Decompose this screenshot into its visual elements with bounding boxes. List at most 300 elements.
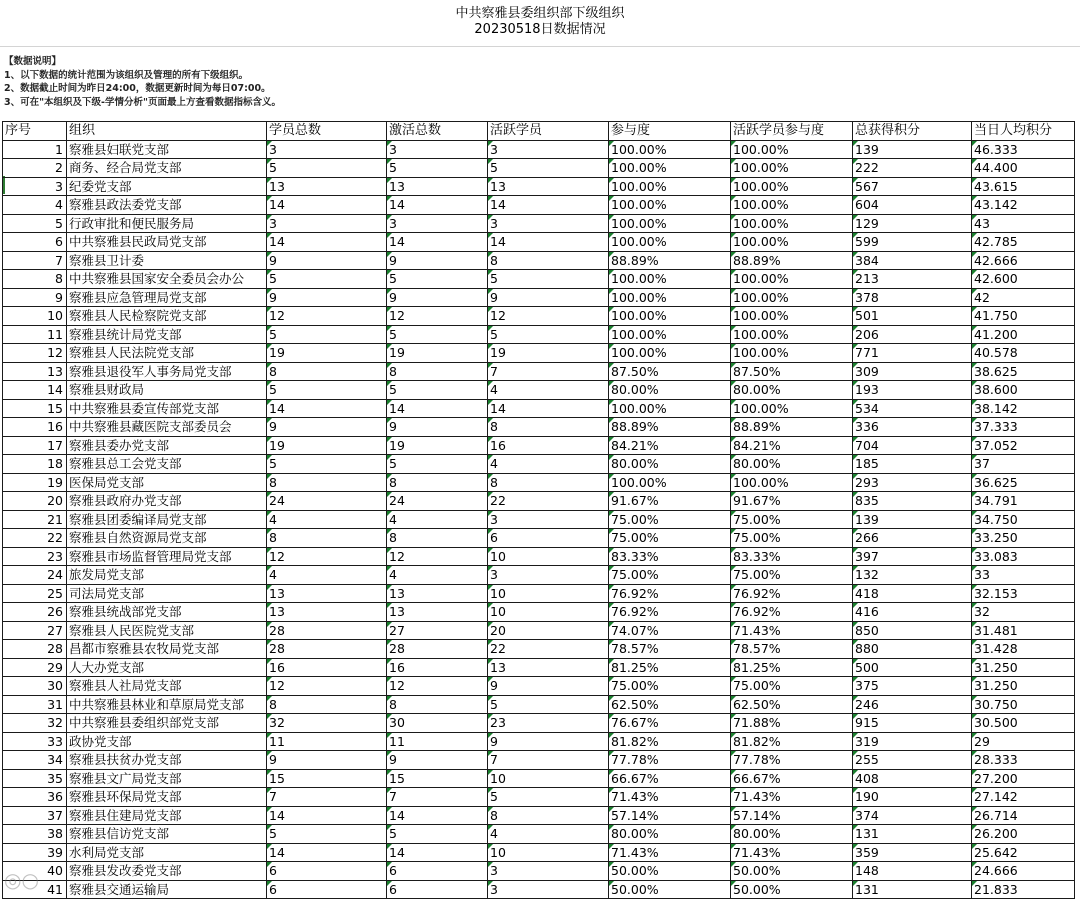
cell-organization[interactable]: 察雅县文广局党支部 xyxy=(67,769,267,788)
cell-organization[interactable]: 察雅县人民法院党支部 xyxy=(67,344,267,363)
cell-total-members[interactable]: 11 xyxy=(267,732,387,751)
cell-organization[interactable]: 医保局党支部 xyxy=(67,473,267,492)
cell-organization[interactable]: 昌都市察雅县农牧局党支部 xyxy=(67,640,267,659)
cell-active-members[interactable]: 4 xyxy=(488,825,609,844)
cell-total-points[interactable]: 132 xyxy=(853,566,972,585)
cell-total-points[interactable]: 255 xyxy=(853,751,972,770)
cell-organization[interactable]: 察雅县交通运输局 xyxy=(67,880,267,899)
cell-index[interactable]: 24 xyxy=(3,566,67,585)
cell-total-points[interactable]: 835 xyxy=(853,492,972,511)
cell-total-points[interactable]: 501 xyxy=(853,307,972,326)
cell-activated[interactable]: 14 xyxy=(387,843,488,862)
cell-total-points[interactable]: 704 xyxy=(853,436,972,455)
cell-total-points[interactable]: 599 xyxy=(853,233,972,252)
cell-organization[interactable]: 察雅县妇联党支部 xyxy=(67,140,267,159)
cell-activated[interactable]: 4 xyxy=(387,566,488,585)
cell-daily-avg-points[interactable]: 37.052 xyxy=(972,436,1075,455)
cell-active-participation[interactable]: 91.67% xyxy=(731,492,853,511)
cell-participation[interactable]: 100.00% xyxy=(609,288,731,307)
cell-index[interactable]: 29 xyxy=(3,658,67,677)
cell-total-members[interactable]: 14 xyxy=(267,399,387,418)
cell-index[interactable]: 40 xyxy=(3,862,67,881)
cell-active-participation[interactable]: 87.50% xyxy=(731,362,853,381)
cell-activated[interactable]: 19 xyxy=(387,436,488,455)
cell-total-points[interactable]: 408 xyxy=(853,769,972,788)
cell-activated[interactable]: 12 xyxy=(387,677,488,696)
cell-index[interactable]: 21 xyxy=(3,510,67,529)
cell-activated[interactable]: 14 xyxy=(387,806,488,825)
cell-total-members[interactable]: 19 xyxy=(267,436,387,455)
cell-participation[interactable]: 87.50% xyxy=(609,362,731,381)
cell-active-members[interactable]: 14 xyxy=(488,399,609,418)
cell-active-participation[interactable]: 100.00% xyxy=(731,214,853,233)
cell-participation[interactable]: 80.00% xyxy=(609,381,731,400)
cell-total-points[interactable]: 500 xyxy=(853,658,972,677)
cell-total-members[interactable]: 9 xyxy=(267,751,387,770)
cell-active-members[interactable]: 7 xyxy=(488,362,609,381)
cell-organization[interactable]: 察雅县信访党支部 xyxy=(67,825,267,844)
cell-activated[interactable]: 11 xyxy=(387,732,488,751)
cell-index[interactable]: 13 xyxy=(3,362,67,381)
cell-activated[interactable]: 6 xyxy=(387,862,488,881)
cell-active-members[interactable]: 14 xyxy=(488,233,609,252)
cell-participation[interactable]: 81.82% xyxy=(609,732,731,751)
cell-total-points[interactable]: 771 xyxy=(853,344,972,363)
cell-daily-avg-points[interactable]: 43 xyxy=(972,214,1075,233)
cell-total-members[interactable]: 8 xyxy=(267,362,387,381)
cell-active-participation[interactable]: 57.14% xyxy=(731,806,853,825)
cell-active-members[interactable]: 8 xyxy=(488,473,609,492)
cell-total-points[interactable]: 309 xyxy=(853,362,972,381)
cell-activated[interactable]: 3 xyxy=(387,214,488,233)
cell-daily-avg-points[interactable]: 42.785 xyxy=(972,233,1075,252)
cell-organization[interactable]: 商务、经合局党支部 xyxy=(67,159,267,178)
cell-total-members[interactable]: 5 xyxy=(267,381,387,400)
cell-participation[interactable]: 91.67% xyxy=(609,492,731,511)
cell-index[interactable]: 36 xyxy=(3,788,67,807)
cell-participation[interactable]: 100.00% xyxy=(609,325,731,344)
cell-total-members[interactable]: 13 xyxy=(267,603,387,622)
cell-organization[interactable]: 中共察雅县藏医院支部委员会 xyxy=(67,418,267,437)
cell-participation[interactable]: 66.67% xyxy=(609,769,731,788)
cell-daily-avg-points[interactable]: 38.625 xyxy=(972,362,1075,381)
cell-daily-avg-points[interactable]: 42.666 xyxy=(972,251,1075,270)
cell-daily-avg-points[interactable]: 44.400 xyxy=(972,159,1075,178)
cell-total-members[interactable]: 5 xyxy=(267,159,387,178)
cell-daily-avg-points[interactable]: 42 xyxy=(972,288,1075,307)
cell-index[interactable]: 20 xyxy=(3,492,67,511)
cell-active-members[interactable]: 9 xyxy=(488,677,609,696)
cell-participation[interactable]: 50.00% xyxy=(609,862,731,881)
cell-organization[interactable]: 中共察雅县委宣传部党支部 xyxy=(67,399,267,418)
cell-index[interactable]: 12 xyxy=(3,344,67,363)
cell-daily-avg-points[interactable]: 34.791 xyxy=(972,492,1075,511)
cell-participation[interactable]: 78.57% xyxy=(609,640,731,659)
cell-organization[interactable]: 察雅县应急管理局党支部 xyxy=(67,288,267,307)
cell-participation[interactable]: 83.33% xyxy=(609,547,731,566)
cell-activated[interactable]: 13 xyxy=(387,177,488,196)
cell-active-members[interactable]: 22 xyxy=(488,492,609,511)
cell-total-points[interactable]: 416 xyxy=(853,603,972,622)
cell-daily-avg-points[interactable]: 42.600 xyxy=(972,270,1075,289)
cell-active-members[interactable]: 22 xyxy=(488,640,609,659)
cell-participation[interactable]: 75.00% xyxy=(609,510,731,529)
cell-total-members[interactable]: 4 xyxy=(267,566,387,585)
cell-daily-avg-points[interactable]: 33.083 xyxy=(972,547,1075,566)
cell-activated[interactable]: 12 xyxy=(387,547,488,566)
cell-total-members[interactable]: 15 xyxy=(267,769,387,788)
cell-active-members[interactable]: 8 xyxy=(488,251,609,270)
cell-index[interactable]: 31 xyxy=(3,695,67,714)
cell-active-members[interactable]: 3 xyxy=(488,566,609,585)
cell-total-members[interactable]: 32 xyxy=(267,714,387,733)
cell-active-participation[interactable]: 100.00% xyxy=(731,177,853,196)
cell-daily-avg-points[interactable]: 27.200 xyxy=(972,769,1075,788)
cell-active-members[interactable]: 13 xyxy=(488,658,609,677)
cell-index[interactable]: 33 xyxy=(3,732,67,751)
cell-total-members[interactable]: 24 xyxy=(267,492,387,511)
header-total-members[interactable]: 学员总数 xyxy=(267,122,387,141)
cell-active-participation[interactable]: 75.00% xyxy=(731,529,853,548)
cell-active-participation[interactable]: 80.00% xyxy=(731,381,853,400)
cell-active-members[interactable]: 9 xyxy=(488,732,609,751)
cell-daily-avg-points[interactable]: 31.250 xyxy=(972,658,1075,677)
cell-active-participation[interactable]: 71.43% xyxy=(731,621,853,640)
cell-activated[interactable]: 5 xyxy=(387,381,488,400)
cell-daily-avg-points[interactable]: 27.142 xyxy=(972,788,1075,807)
cell-total-points[interactable]: 567 xyxy=(853,177,972,196)
cell-total-points[interactable]: 129 xyxy=(853,214,972,233)
cell-active-participation[interactable]: 100.00% xyxy=(731,196,853,215)
cell-total-points[interactable]: 193 xyxy=(853,381,972,400)
cell-total-members[interactable]: 5 xyxy=(267,825,387,844)
cell-organization[interactable]: 察雅县财政局 xyxy=(67,381,267,400)
cell-participation[interactable]: 76.92% xyxy=(609,603,731,622)
cell-active-members[interactable]: 4 xyxy=(488,455,609,474)
cell-total-points[interactable]: 190 xyxy=(853,788,972,807)
cell-total-points[interactable]: 880 xyxy=(853,640,972,659)
cell-total-points[interactable]: 378 xyxy=(853,288,972,307)
cell-total-members[interactable]: 13 xyxy=(267,177,387,196)
cell-total-points[interactable]: 139 xyxy=(853,140,972,159)
cell-daily-avg-points[interactable]: 29 xyxy=(972,732,1075,751)
cell-participation[interactable]: 80.00% xyxy=(609,825,731,844)
cell-active-participation[interactable]: 66.67% xyxy=(731,769,853,788)
cell-participation[interactable]: 100.00% xyxy=(609,159,731,178)
cell-index[interactable]: 5 xyxy=(3,214,67,233)
cell-total-members[interactable]: 6 xyxy=(267,862,387,881)
cell-index[interactable]: 32 xyxy=(3,714,67,733)
header-organization[interactable]: 组织 xyxy=(67,122,267,141)
cell-organization[interactable]: 察雅县退役军人事务局党支部 xyxy=(67,362,267,381)
cell-active-participation[interactable]: 88.89% xyxy=(731,251,853,270)
cell-participation[interactable]: 80.00% xyxy=(609,455,731,474)
cell-index[interactable]: 18 xyxy=(3,455,67,474)
cell-participation[interactable]: 50.00% xyxy=(609,880,731,899)
cell-total-points[interactable]: 336 xyxy=(853,418,972,437)
cell-daily-avg-points[interactable]: 31.481 xyxy=(972,621,1075,640)
cell-daily-avg-points[interactable]: 26.714 xyxy=(972,806,1075,825)
cell-daily-avg-points[interactable]: 32 xyxy=(972,603,1075,622)
cell-active-participation[interactable]: 77.78% xyxy=(731,751,853,770)
cell-organization[interactable]: 察雅县发改委党支部 xyxy=(67,862,267,881)
cell-active-participation[interactable]: 100.00% xyxy=(731,270,853,289)
cell-total-points[interactable]: 534 xyxy=(853,399,972,418)
cell-organization[interactable]: 察雅县政府办党支部 xyxy=(67,492,267,511)
cell-total-points[interactable]: 266 xyxy=(853,529,972,548)
cell-active-participation[interactable]: 76.92% xyxy=(731,584,853,603)
cell-total-points[interactable]: 222 xyxy=(853,159,972,178)
cell-organization[interactable]: 司法局党支部 xyxy=(67,584,267,603)
cell-total-points[interactable]: 139 xyxy=(853,510,972,529)
cell-participation[interactable]: 74.07% xyxy=(609,621,731,640)
cell-participation[interactable]: 100.00% xyxy=(609,344,731,363)
cell-organization[interactable]: 人大办党支部 xyxy=(67,658,267,677)
cell-active-participation[interactable]: 100.00% xyxy=(731,233,853,252)
cell-total-points[interactable]: 131 xyxy=(853,825,972,844)
cell-active-participation[interactable]: 100.00% xyxy=(731,399,853,418)
cell-activated[interactable]: 16 xyxy=(387,658,488,677)
cell-participation[interactable]: 57.14% xyxy=(609,806,731,825)
cell-active-participation[interactable]: 71.43% xyxy=(731,788,853,807)
cell-activated[interactable]: 28 xyxy=(387,640,488,659)
cell-active-members[interactable]: 5 xyxy=(488,325,609,344)
cell-index[interactable]: 25 xyxy=(3,584,67,603)
cell-total-points[interactable]: 206 xyxy=(853,325,972,344)
cell-active-members[interactable]: 7 xyxy=(488,751,609,770)
cell-participation[interactable]: 100.00% xyxy=(609,196,731,215)
cell-daily-avg-points[interactable]: 31.250 xyxy=(972,677,1075,696)
cell-total-members[interactable]: 4 xyxy=(267,510,387,529)
cell-participation[interactable]: 81.25% xyxy=(609,658,731,677)
cell-activated[interactable]: 8 xyxy=(387,529,488,548)
cell-activated[interactable]: 12 xyxy=(387,307,488,326)
cell-activated[interactable]: 24 xyxy=(387,492,488,511)
cell-daily-avg-points[interactable]: 41.750 xyxy=(972,307,1075,326)
cell-active-members[interactable]: 14 xyxy=(488,196,609,215)
cell-active-members[interactable]: 12 xyxy=(488,307,609,326)
cell-organization[interactable]: 中共察雅县国家安全委员会办公 xyxy=(67,270,267,289)
cell-total-members[interactable]: 28 xyxy=(267,640,387,659)
cell-active-participation[interactable]: 50.00% xyxy=(731,862,853,881)
cell-organization[interactable]: 察雅县扶贫办党支部 xyxy=(67,751,267,770)
cell-active-members[interactable]: 8 xyxy=(488,418,609,437)
cell-total-points[interactable]: 148 xyxy=(853,862,972,881)
cell-activated[interactable]: 9 xyxy=(387,251,488,270)
cell-total-members[interactable]: 8 xyxy=(267,473,387,492)
cell-daily-avg-points[interactable]: 21.833 xyxy=(972,880,1075,899)
cell-total-members[interactable]: 9 xyxy=(267,288,387,307)
cell-total-points[interactable]: 246 xyxy=(853,695,972,714)
cell-total-members[interactable]: 9 xyxy=(267,251,387,270)
cell-index[interactable]: 41 xyxy=(3,880,67,899)
cell-organization[interactable]: 旅发局党支部 xyxy=(67,566,267,585)
cell-daily-avg-points[interactable]: 26.200 xyxy=(972,825,1075,844)
cell-participation[interactable]: 75.00% xyxy=(609,566,731,585)
cell-organization[interactable]: 察雅县人民医院党支部 xyxy=(67,621,267,640)
header-index[interactable]: 序号 xyxy=(3,122,67,141)
cell-active-members[interactable]: 4 xyxy=(488,381,609,400)
cell-total-members[interactable]: 3 xyxy=(267,140,387,159)
cell-organization[interactable]: 察雅县住建局党支部 xyxy=(67,806,267,825)
cell-index[interactable]: 3 xyxy=(3,177,67,196)
cell-activated[interactable]: 3 xyxy=(387,140,488,159)
cell-participation[interactable]: 71.43% xyxy=(609,788,731,807)
cell-active-members[interactable]: 3 xyxy=(488,140,609,159)
cell-activated[interactable]: 30 xyxy=(387,714,488,733)
header-active-members[interactable]: 活跃学员 xyxy=(488,122,609,141)
cell-daily-avg-points[interactable]: 37.333 xyxy=(972,418,1075,437)
cell-activated[interactable]: 14 xyxy=(387,399,488,418)
cell-total-points[interactable]: 319 xyxy=(853,732,972,751)
cell-active-participation[interactable]: 71.88% xyxy=(731,714,853,733)
cell-total-members[interactable]: 7 xyxy=(267,788,387,807)
cell-total-members[interactable]: 14 xyxy=(267,806,387,825)
cell-participation[interactable]: 76.67% xyxy=(609,714,731,733)
cell-activated[interactable]: 14 xyxy=(387,196,488,215)
cell-activated[interactable]: 14 xyxy=(387,233,488,252)
cell-total-points[interactable]: 915 xyxy=(853,714,972,733)
cell-index[interactable]: 9 xyxy=(3,288,67,307)
cell-index[interactable]: 38 xyxy=(3,825,67,844)
cell-total-members[interactable]: 14 xyxy=(267,196,387,215)
header-participation[interactable]: 参与度 xyxy=(609,122,731,141)
cell-active-participation[interactable]: 100.00% xyxy=(731,344,853,363)
cell-active-participation[interactable]: 83.33% xyxy=(731,547,853,566)
cell-activated[interactable]: 5 xyxy=(387,270,488,289)
cell-activated[interactable]: 8 xyxy=(387,695,488,714)
cell-active-members[interactable]: 5 xyxy=(488,788,609,807)
cell-daily-avg-points[interactable]: 31.428 xyxy=(972,640,1075,659)
cell-daily-avg-points[interactable]: 33 xyxy=(972,566,1075,585)
cell-activated[interactable]: 5 xyxy=(387,825,488,844)
cell-participation[interactable]: 75.00% xyxy=(609,677,731,696)
cell-index[interactable]: 17 xyxy=(3,436,67,455)
header-daily-avg-points[interactable]: 当日人均积分 xyxy=(972,122,1075,141)
cell-activated[interactable]: 8 xyxy=(387,473,488,492)
cell-activated[interactable]: 5 xyxy=(387,159,488,178)
cell-participation[interactable]: 88.89% xyxy=(609,251,731,270)
cell-active-members[interactable]: 19 xyxy=(488,344,609,363)
cell-active-participation[interactable]: 88.89% xyxy=(731,418,853,437)
cell-active-participation[interactable]: 50.00% xyxy=(731,880,853,899)
cell-total-members[interactable]: 12 xyxy=(267,547,387,566)
cell-active-members[interactable]: 3 xyxy=(488,862,609,881)
cell-active-members[interactable]: 8 xyxy=(488,806,609,825)
cell-index[interactable]: 37 xyxy=(3,806,67,825)
cell-index[interactable]: 10 xyxy=(3,307,67,326)
cell-activated[interactable]: 8 xyxy=(387,362,488,381)
cell-active-members[interactable]: 13 xyxy=(488,177,609,196)
cell-index[interactable]: 28 xyxy=(3,640,67,659)
cell-daily-avg-points[interactable]: 24.666 xyxy=(972,862,1075,881)
cell-active-members[interactable]: 3 xyxy=(488,880,609,899)
cell-index[interactable]: 23 xyxy=(3,547,67,566)
cell-organization[interactable]: 察雅县人社局党支部 xyxy=(67,677,267,696)
cell-index[interactable]: 4 xyxy=(3,196,67,215)
cell-total-members[interactable]: 14 xyxy=(267,843,387,862)
cell-active-participation[interactable]: 71.43% xyxy=(731,843,853,862)
cell-activated[interactable]: 7 xyxy=(387,788,488,807)
cell-total-members[interactable]: 8 xyxy=(267,529,387,548)
cell-activated[interactable]: 15 xyxy=(387,769,488,788)
cell-active-participation[interactable]: 81.82% xyxy=(731,732,853,751)
cell-active-participation[interactable]: 100.00% xyxy=(731,307,853,326)
header-activated[interactable]: 激活总数 xyxy=(387,122,488,141)
cell-participation[interactable]: 76.92% xyxy=(609,584,731,603)
cell-total-members[interactable]: 19 xyxy=(267,344,387,363)
cell-total-points[interactable]: 213 xyxy=(853,270,972,289)
cell-index[interactable]: 2 xyxy=(3,159,67,178)
cell-organization[interactable]: 政协党支部 xyxy=(67,732,267,751)
cell-daily-avg-points[interactable]: 38.142 xyxy=(972,399,1075,418)
cell-organization[interactable]: 察雅县政法委党支部 xyxy=(67,196,267,215)
header-total-points[interactable]: 总获得积分 xyxy=(853,122,972,141)
cell-daily-avg-points[interactable]: 28.333 xyxy=(972,751,1075,770)
cell-index[interactable]: 15 xyxy=(3,399,67,418)
cell-active-participation[interactable]: 100.00% xyxy=(731,473,853,492)
cell-total-points[interactable]: 293 xyxy=(853,473,972,492)
cell-daily-avg-points[interactable]: 41.200 xyxy=(972,325,1075,344)
cell-active-participation[interactable]: 75.00% xyxy=(731,510,853,529)
cell-activated[interactable]: 5 xyxy=(387,455,488,474)
cell-active-members[interactable]: 3 xyxy=(488,510,609,529)
cell-organization[interactable]: 中共察雅县委组织部党支部 xyxy=(67,714,267,733)
cell-total-points[interactable]: 418 xyxy=(853,584,972,603)
cell-organization[interactable]: 行政审批和便民服务局 xyxy=(67,214,267,233)
cell-participation[interactable]: 100.00% xyxy=(609,233,731,252)
cell-total-points[interactable]: 604 xyxy=(853,196,972,215)
cell-active-participation[interactable]: 80.00% xyxy=(731,825,853,844)
cell-participation[interactable]: 100.00% xyxy=(609,307,731,326)
cell-activated[interactable]: 4 xyxy=(387,510,488,529)
cell-active-participation[interactable]: 80.00% xyxy=(731,455,853,474)
cell-daily-avg-points[interactable]: 43.142 xyxy=(972,196,1075,215)
cell-daily-avg-points[interactable]: 46.333 xyxy=(972,140,1075,159)
cell-organization[interactable]: 中共察雅县林业和草原局党支部 xyxy=(67,695,267,714)
cell-active-participation[interactable]: 81.25% xyxy=(731,658,853,677)
cell-total-members[interactable]: 14 xyxy=(267,233,387,252)
cell-active-participation[interactable]: 100.00% xyxy=(731,288,853,307)
cell-daily-avg-points[interactable]: 32.153 xyxy=(972,584,1075,603)
cell-activated[interactable]: 19 xyxy=(387,344,488,363)
cell-active-members[interactable]: 10 xyxy=(488,769,609,788)
cell-active-members[interactable]: 10 xyxy=(488,584,609,603)
cell-organization[interactable]: 水利局党支部 xyxy=(67,843,267,862)
cell-participation[interactable]: 77.78% xyxy=(609,751,731,770)
cell-participation[interactable]: 100.00% xyxy=(609,214,731,233)
cell-daily-avg-points[interactable]: 30.500 xyxy=(972,714,1075,733)
cell-organization[interactable]: 察雅县总工会党支部 xyxy=(67,455,267,474)
cell-active-members[interactable]: 5 xyxy=(488,270,609,289)
cell-index[interactable]: 30 xyxy=(3,677,67,696)
cell-index[interactable]: 39 xyxy=(3,843,67,862)
cell-index[interactable]: 11 xyxy=(3,325,67,344)
cell-daily-avg-points[interactable]: 37 xyxy=(972,455,1075,474)
cell-participation[interactable]: 100.00% xyxy=(609,140,731,159)
cell-total-members[interactable]: 8 xyxy=(267,695,387,714)
cell-daily-avg-points[interactable]: 30.750 xyxy=(972,695,1075,714)
cell-active-members[interactable]: 5 xyxy=(488,695,609,714)
cell-organization[interactable]: 察雅县统计局党支部 xyxy=(67,325,267,344)
cell-activated[interactable]: 9 xyxy=(387,288,488,307)
cell-total-members[interactable]: 13 xyxy=(267,584,387,603)
cell-total-members[interactable]: 5 xyxy=(267,325,387,344)
cell-daily-avg-points[interactable]: 25.642 xyxy=(972,843,1075,862)
cell-index[interactable]: 27 xyxy=(3,621,67,640)
cell-total-members[interactable]: 5 xyxy=(267,270,387,289)
cell-index[interactable]: 8 xyxy=(3,270,67,289)
